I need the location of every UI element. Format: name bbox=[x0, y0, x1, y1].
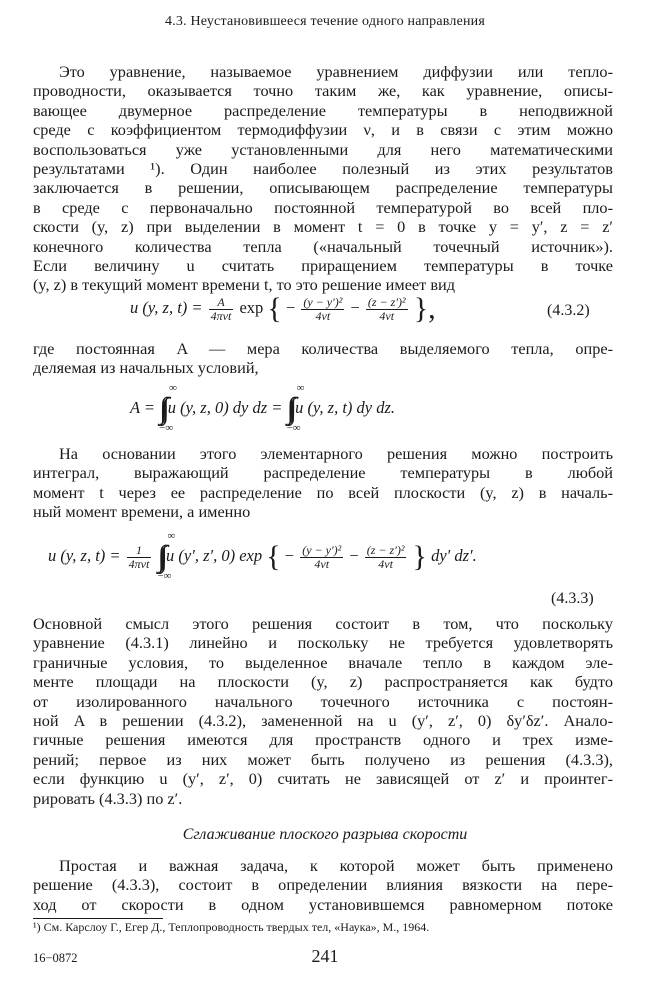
minus-sign: − bbox=[349, 545, 359, 565]
text-line: деляемая из начальных условий, bbox=[33, 358, 259, 378]
text-line: вающее двумерное распределение температуры в неподвижной bbox=[33, 100, 613, 120]
equation-4-3-3 bbox=[48, 530, 477, 582]
frac-num: A bbox=[209, 296, 234, 310]
fraction bbox=[127, 544, 152, 571]
text-line: ной A в решении (4.3.2), замененной на u (y′, z′, 0) δy′δz′. Анало- bbox=[33, 711, 613, 731]
frac-den: 4πνt bbox=[128, 556, 150, 571]
text-line: гичные решения имеются для пространств одного и трех изме- bbox=[33, 730, 613, 750]
frac-num: (z − z′)² bbox=[366, 542, 405, 557]
text-line: конечного количества тепла («начальный точечный источник»). bbox=[33, 236, 613, 256]
integral-sign: ∫∫ bbox=[157, 540, 162, 573]
frac-num: (z − z′)² bbox=[367, 294, 406, 309]
brace-open: { bbox=[266, 540, 281, 573]
text-line: менте площади на плоскости (y, z) распространяется как будто bbox=[33, 672, 613, 692]
paragraph-5 bbox=[33, 856, 613, 914]
upper-limit: ∞ bbox=[167, 530, 176, 542]
eq-lhs: u (y, z, t) = bbox=[48, 545, 121, 565]
text-line: заключается в решении, описывающем распределение температуры bbox=[33, 178, 613, 198]
integral-sign: ∫∫ bbox=[159, 392, 164, 425]
integrand: u (y, z, t) dy dz. bbox=[295, 397, 396, 417]
text-line: результатами ¹). Один наиболее полезный из этих результатов bbox=[33, 159, 613, 179]
text-line: воспользоваться уже установленными для него математическими bbox=[33, 139, 613, 159]
equation-number: (4.3.3) bbox=[551, 590, 594, 607]
text-line: интеграл, выражающий распределение температуры в любой bbox=[33, 463, 613, 483]
text-line: от изолированного начального точечного источника с постоян- bbox=[33, 691, 613, 711]
brace-open: { bbox=[267, 292, 282, 325]
text-line: уравнение (4.3.1) линейно и поскольку не требуется удовлетворять bbox=[33, 633, 613, 653]
integral-sign: ∫∫ bbox=[286, 392, 291, 425]
text-line: проводности, оказывается точно таким же, как уравнение, описы- bbox=[33, 81, 613, 101]
text-line: На основании этого элементарного решения можно построить bbox=[59, 444, 613, 463]
fraction bbox=[209, 296, 234, 323]
brace-close: }, bbox=[413, 292, 436, 325]
fraction bbox=[365, 544, 407, 571]
lower-limit: −∞ bbox=[286, 422, 301, 434]
frac-den: 4νt bbox=[314, 556, 330, 571]
double-integral bbox=[286, 382, 305, 434]
text-line: где постоянная A — мера количества выделяемого тепла, опре- bbox=[33, 339, 613, 358]
brace-close: } bbox=[412, 540, 427, 573]
frac-den: 4νt bbox=[378, 556, 393, 571]
upper-limit: ∞ bbox=[169, 382, 178, 394]
text-line: (y, z) в текущий момент времени t, то это решение имеет вид bbox=[33, 275, 456, 295]
double-integral bbox=[157, 530, 176, 582]
text-line: если функцию u (y′, z′, 0) считать не зависящей от z′ и проинтег- bbox=[33, 769, 613, 789]
integrand: u (y′, z′, 0) exp bbox=[166, 545, 263, 565]
text-line: ный момент времени, а именно bbox=[33, 502, 251, 522]
frac-den: 4πνt bbox=[210, 308, 232, 323]
minus-sign: − bbox=[350, 297, 360, 317]
text-line: среде с коэффициентом термодиффузии ν, и в связи с этим можно bbox=[33, 120, 613, 140]
text-line: момент t через ее распределение по всей плоскости (y, z) в началь- bbox=[33, 482, 613, 502]
text-line: в среде с первоначально постоянной температурой во всей пло- bbox=[33, 197, 613, 217]
running-head: 4.3. Неустановившееся течение одного направления bbox=[164, 14, 486, 29]
text-line: скости (y, z) при выделении в момент t = 0 в точке y = y′, z = z′ bbox=[33, 217, 613, 237]
minus-sign: − bbox=[285, 297, 296, 317]
footnote-rule bbox=[33, 918, 163, 919]
eq-lhs: u (y, z, t) = bbox=[130, 297, 203, 317]
integrand: u (y, z, 0) dy dz = bbox=[167, 397, 283, 417]
frac-num: (y − y′)² bbox=[303, 294, 343, 309]
text-line: Это уравнение, называемое уравнением диффузии или тепло- bbox=[59, 62, 613, 81]
text-line: Основной смысл этого решения состоит в том, что поскольку bbox=[33, 614, 613, 633]
frac-num: 1 bbox=[127, 544, 152, 558]
paragraph-4 bbox=[33, 614, 613, 808]
fraction bbox=[301, 296, 344, 323]
footnote: ¹) См. Карслоу Г., Егер Д., Теплопроводность твердых тел, «Наука», М., 1964. bbox=[33, 920, 430, 934]
paragraph-1 bbox=[33, 62, 613, 295]
text-line: Простая и важная задача, к которой может быть применено bbox=[59, 856, 613, 875]
fraction bbox=[300, 544, 343, 571]
frac-num: (y − y′)² bbox=[302, 542, 342, 557]
text-line: рировать (4.3.3) по z′. bbox=[33, 788, 183, 808]
frac-den: 4νt bbox=[315, 308, 331, 323]
text-line: решение (4.3.3), состоит в определении влияния вязкости на пере- bbox=[33, 875, 613, 895]
paragraph-3 bbox=[33, 444, 613, 522]
paragraph-2 bbox=[33, 339, 613, 378]
text-line: ход от скорости в одном установившемся равномерном потоке bbox=[33, 894, 613, 914]
exp-label: exp bbox=[239, 297, 264, 317]
lower-limit: −∞ bbox=[157, 570, 172, 582]
equation-a bbox=[130, 382, 396, 434]
equation-4-3-2 bbox=[130, 292, 436, 326]
page-number: 241 bbox=[311, 946, 339, 966]
printer-signature: 16−0872 bbox=[33, 951, 78, 965]
fraction bbox=[366, 296, 408, 323]
eq-lhs: A = bbox=[130, 397, 156, 417]
section-title: Сглаживание плоского разрыва скорости bbox=[182, 826, 468, 843]
frac-den: 4νt bbox=[379, 308, 395, 323]
text-line: граничные условия, то выделенное вначале тепло в каждом эле- bbox=[33, 652, 613, 672]
eq-tail: dy′ dz′. bbox=[431, 545, 477, 565]
equation-number: (4.3.2) bbox=[547, 302, 590, 319]
double-integral bbox=[159, 382, 178, 434]
text-line: Если величину u считать приращением температуры в точке bbox=[33, 256, 613, 276]
upper-limit: ∞ bbox=[296, 382, 305, 394]
minus-sign: − bbox=[284, 545, 295, 565]
text-line: рений; первое из них может быть получено из решения (4.3.3), bbox=[33, 749, 613, 769]
lower-limit: −∞ bbox=[159, 422, 174, 434]
